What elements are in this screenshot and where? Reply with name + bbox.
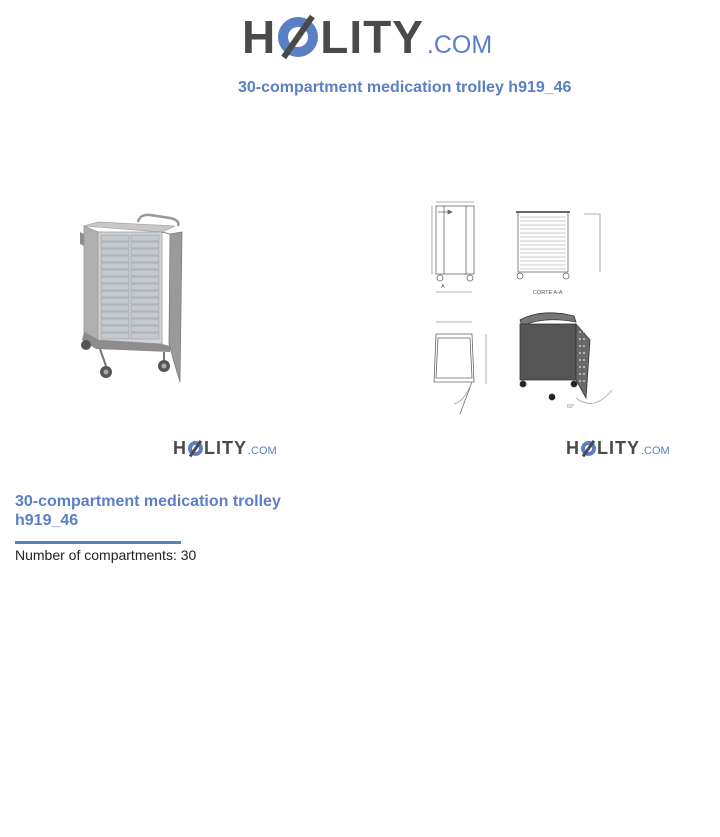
product-title: 30-compartment medication trolley h919_46 [15, 493, 281, 529]
logo-suffix: .COM [641, 445, 670, 457]
drawer-compartment [131, 298, 159, 304]
drawer-compartment [101, 284, 129, 290]
drawer-compartment [131, 284, 159, 290]
drawer-compartment [101, 242, 129, 248]
drawer-compartment [101, 333, 129, 339]
drawer-compartment [101, 263, 129, 269]
logo-o-icon [278, 17, 318, 57]
spec-value: 30 [180, 547, 197, 563]
watermark-logo-drawing [566, 438, 670, 459]
spec-label: Number of compartments: [15, 547, 177, 563]
holity-logo[interactable] [242, 10, 492, 64]
technical-drawing-icon [432, 202, 612, 414]
logo-letters: LITY [204, 438, 247, 458]
drawing-section-label: CORTE A-A [533, 290, 563, 296]
technical-drawing [424, 192, 624, 422]
spec-compartments [15, 547, 196, 563]
title-divider [15, 541, 181, 544]
drawer-compartment [101, 298, 129, 304]
drawer-compartment [101, 256, 129, 262]
logo-letter-h: H [173, 438, 187, 458]
drawer-compartment [131, 291, 159, 297]
drawer-compartment [131, 270, 159, 276]
drawer-compartment [131, 249, 159, 255]
drawer-compartment [101, 249, 129, 255]
drawer-compartment [101, 270, 129, 276]
drawer-compartment [131, 256, 159, 262]
logo-letter-h: H [242, 11, 277, 63]
logo-letters: LITY [597, 438, 640, 458]
logo-suffix: .COM [248, 445, 277, 457]
drawing-marker: A [441, 284, 445, 290]
drawer-compartment [101, 312, 129, 318]
drawer-compartment [131, 305, 159, 311]
drawer-compartment [101, 305, 129, 311]
logo-letters: LITY [320, 11, 424, 63]
drawer-compartment [101, 235, 129, 241]
watermark-logo-photo [173, 438, 277, 459]
logo-letter-h: H [566, 438, 580, 458]
logo-suffix: .COM [426, 31, 493, 59]
logo-o-icon [581, 441, 596, 456]
drawer-compartment [131, 242, 159, 248]
drawer-compartment [131, 263, 159, 269]
drawer-compartment [131, 333, 159, 339]
drawer-compartment [101, 291, 129, 297]
logo-o-icon [188, 441, 203, 456]
drawer-compartment [131, 235, 159, 241]
svg-text:60°: 60° [567, 404, 575, 410]
product-photo [70, 212, 192, 384]
drawer-compartment [101, 277, 129, 283]
drawer-compartment [131, 312, 159, 318]
drawer-compartment [131, 277, 159, 283]
medication-trolley-icon [80, 215, 182, 382]
page-title: 30-compartment medication trolley h919_46 [238, 79, 572, 96]
drawer-compartment [131, 319, 159, 325]
drawer-compartment [101, 319, 129, 325]
drawer-compartment [131, 326, 159, 332]
drawer-compartment [101, 326, 129, 332]
